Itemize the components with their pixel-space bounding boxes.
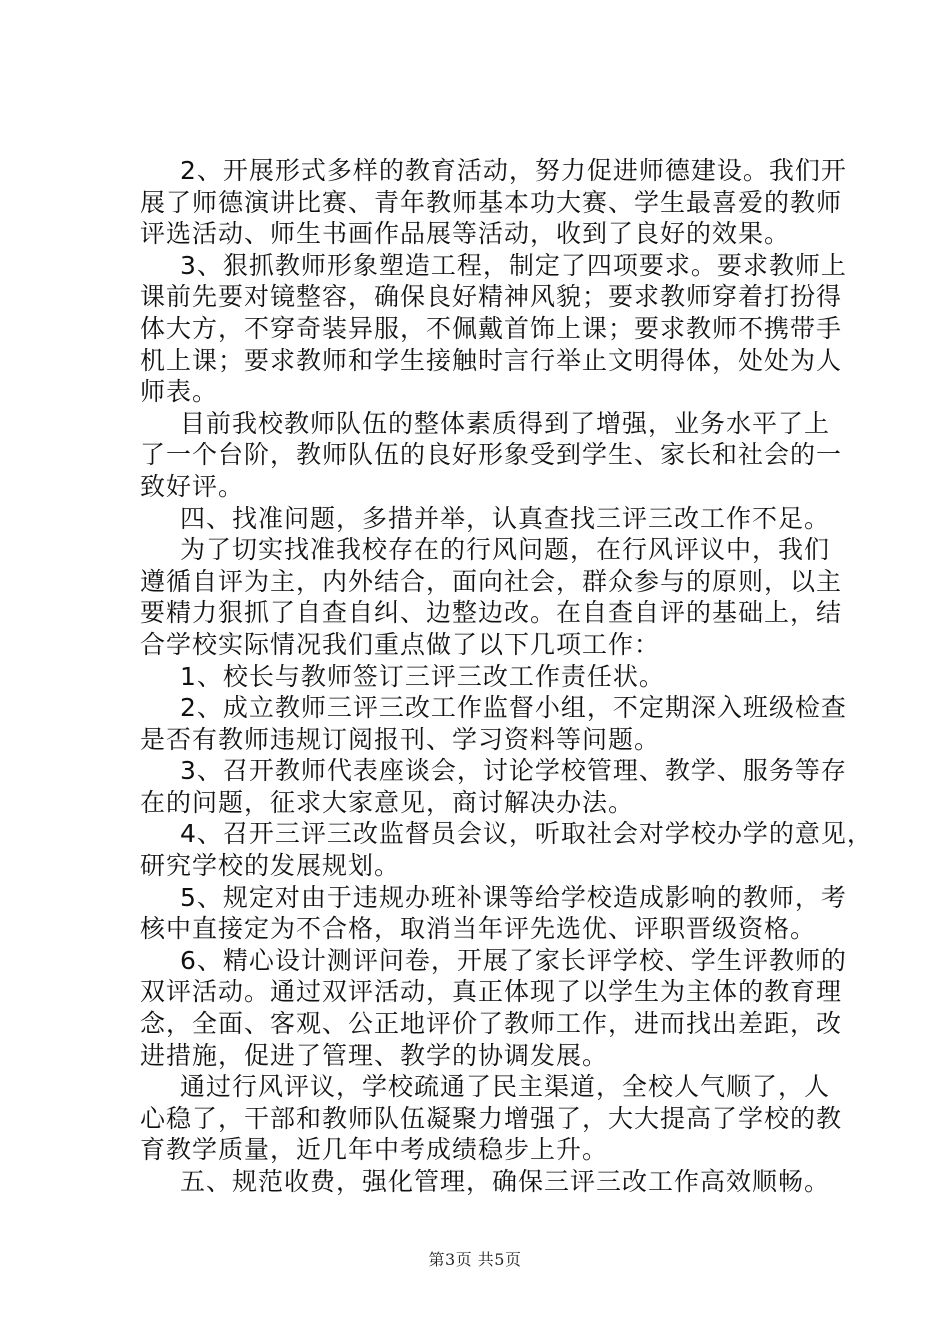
text-line: 5、规定对由于违规办班补课等给学校造成影响的教师，考: [180, 882, 847, 912]
document-body: [140, 155, 873, 1198]
text-line: 心稳了，干部和教师队伍凝聚力增强了，大大提高了学校的教: [140, 1103, 843, 1133]
text-line: 育教学质量，近几年中考成绩稳步上升。: [140, 1135, 609, 1165]
text-line: 五、规范收费，强化管理，确保三评三改工作高效顺畅。: [180, 1167, 831, 1196]
text-line: 2、开展形式多样的教育活动，努力促进师德建设。我们开: [180, 156, 847, 185]
text-line: 目前我校教师队伍的整体素质得到了增强，业务水平了上: [180, 408, 831, 438]
text-line: 6、精心设计测评问卷，开展了家长评学校、学生评教师的: [180, 945, 847, 975]
text-line: 课前先要对镜整容，确保良好精神风貌；要求教师穿着打扮得: [140, 282, 843, 312]
text-line: 四、找准问题，多措并举，认真查找三评三改工作不足。: [180, 503, 831, 533]
text-line: 3、狠抓教师形象塑造工程，制定了四项要求。要求教师上: [180, 250, 847, 280]
text-line: 核中直接定为不合格，取消当年评先选优、评职晋级资格。: [140, 914, 817, 944]
text-line: 致好评。: [140, 471, 245, 501]
text-line: 展了师德演讲比赛、青年教师基本功大赛、学生最喜爱的教师: [140, 187, 843, 217]
text-line: 合学校实际情况我们重点做了以下几项工作：: [140, 629, 661, 659]
text-line: 遵循自评为主，内外结合，面向社会，群众参与的原则，以主: [140, 566, 843, 596]
text-line: 通过行风评议，学校疏通了民主渠道，全校人气顺了，人: [180, 1072, 831, 1102]
text-line: 为了切实找准我校存在的行风问题，在行风评议中，我们: [180, 535, 831, 565]
text-line: 在的问题，征求大家意见，商讨解决办法。: [140, 787, 635, 817]
text-line: 体大方，不穿奇装异服，不佩戴首饰上课；要求教师不携带手: [140, 313, 843, 343]
text-line: 了一个台阶，教师队伍的良好形象受到学生、家长和社会的一: [140, 440, 843, 470]
text-line: 念，全面、客观、公正地评价了教师工作，进而找出差距，改: [140, 1009, 843, 1039]
text-line: 1、校长与教师签订三评三改工作责任状。: [180, 661, 665, 691]
text-line: 3、召开教师代表座谈会，讨论学校管理、教学、服务等存: [180, 756, 847, 786]
text-line: 双评活动。通过双评活动，真正体现了以学生为主体的教育理: [140, 977, 843, 1007]
page-number-footer: 第3页 共5页: [428, 1250, 522, 1269]
text-line: 2、成立教师三评三改工作监督小组，不定期深入班级检查: [180, 693, 847, 723]
text-line: 是否有教师违规订阅报刊、学习资料等问题。: [140, 724, 661, 754]
text-line: 进措施，促进了管理、教学的协调发展。: [140, 1040, 609, 1070]
text-line: 研究学校的发展规划。: [140, 851, 401, 881]
text-line: 要精力狠抓了自查自纠、边整边改。在自查自评的基础上，结: [140, 598, 843, 628]
text-line: 机上课；要求教师和学生接触时言行举止文明得体，处处为人: [140, 345, 843, 375]
text-line: 师表。: [140, 377, 219, 407]
text-line: 评选活动、师生书画作品展等活动，收到了良好的效果。: [140, 219, 791, 249]
text-line: 4、召开三评三改监督员会议，听取社会对学校办学的意见，: [180, 819, 873, 849]
